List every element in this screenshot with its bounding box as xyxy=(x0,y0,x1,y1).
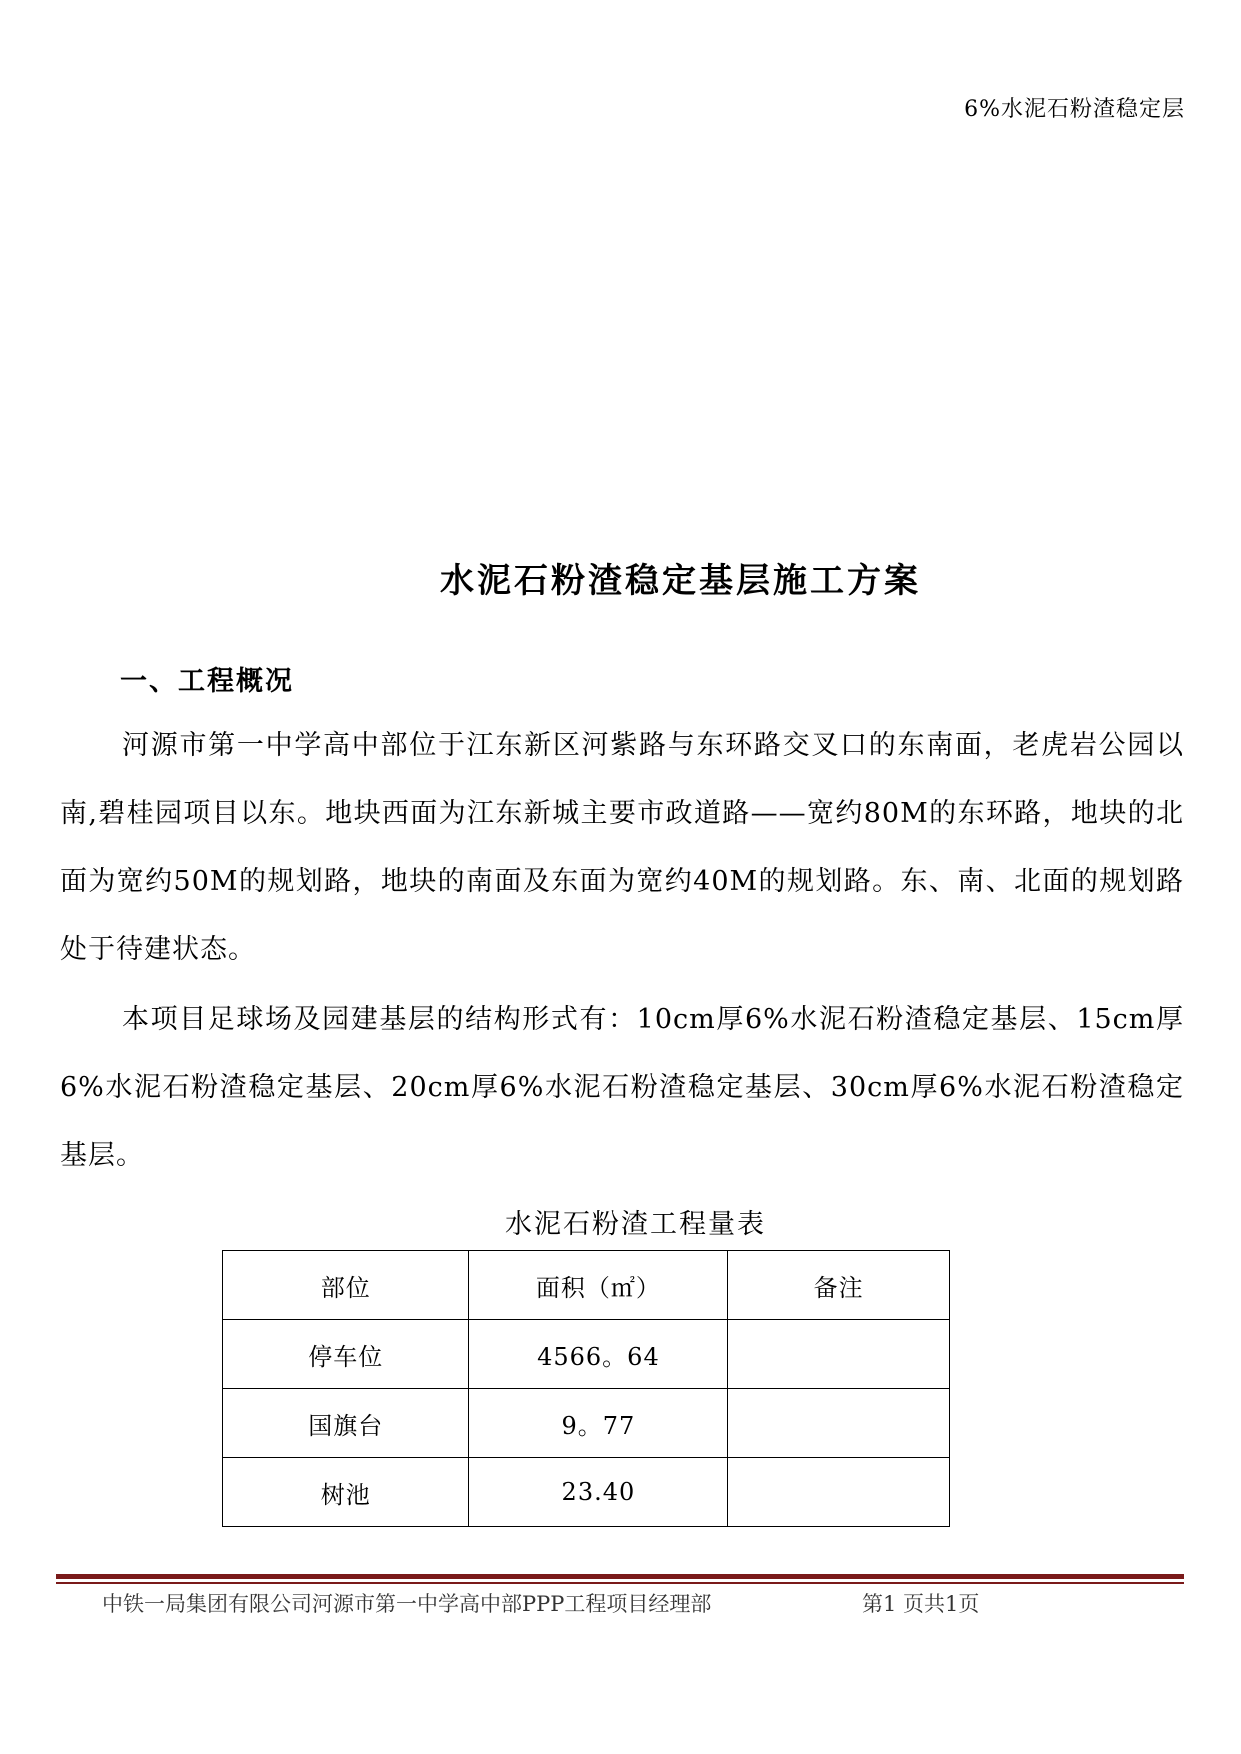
table-cell: 23.40 xyxy=(469,1458,728,1527)
table-cell xyxy=(728,1389,950,1458)
section-heading: 一、工程概况 xyxy=(120,666,294,697)
footer-rule xyxy=(56,1574,1184,1579)
header-cell: 备注 xyxy=(728,1251,950,1320)
table-cell: 树池 xyxy=(223,1458,469,1527)
table-row xyxy=(223,1458,950,1527)
footer-organization: 中铁一局集团有限公司河源市第一中学高中部PPP工程项目经理部 xyxy=(102,1592,712,1616)
header-cell: 面积（㎡） xyxy=(469,1251,728,1320)
paragraph-structure: 本项目足球场及园建基层的结构形式有：10cm厚6%水泥石粉渣稳定基层、15cm厚6%水泥石粉渣稳定基层、20cm厚6%水泥石粉渣稳定基层、30cm厚6%水泥石粉渣稳定基层。 xyxy=(60,1004,1184,1171)
table-cell: 停车位 xyxy=(223,1320,469,1389)
table-header-row xyxy=(223,1251,950,1320)
table-cell xyxy=(728,1320,950,1389)
table-cell: 9。77 xyxy=(469,1389,728,1458)
document-title: 水泥石粉渣稳定基层施工方案 xyxy=(440,561,921,601)
table-cell: 4566。64 xyxy=(469,1320,728,1389)
footer-page-number: 第1 页共1页 xyxy=(862,1592,980,1616)
footer-rule-thin xyxy=(56,1582,1184,1584)
paragraph-overview: 河源市第一中学高中部位于江东新区河紫路与东环路交叉口的东南面，老虎岩公园以南,碧桂园项目以东。地块西面为江东新城主要市政道路——宽约80M的东环路，地块的北面为宽约50M的规划路，地块的南面及东面为宽约40M的规划路。东、南、北面的规划路处于待建状态。 xyxy=(60,730,1184,965)
table-row xyxy=(223,1389,950,1458)
table-cell: 国旗台 xyxy=(223,1389,469,1458)
quantity-table xyxy=(222,1250,950,1527)
page-header: 6%水泥石粉渣稳定层 xyxy=(964,97,1185,122)
table-row xyxy=(223,1320,950,1389)
header-cell: 部位 xyxy=(223,1251,469,1320)
table-caption: 水泥石粉渣工程量表 xyxy=(505,1209,766,1240)
table-cell xyxy=(728,1458,950,1527)
